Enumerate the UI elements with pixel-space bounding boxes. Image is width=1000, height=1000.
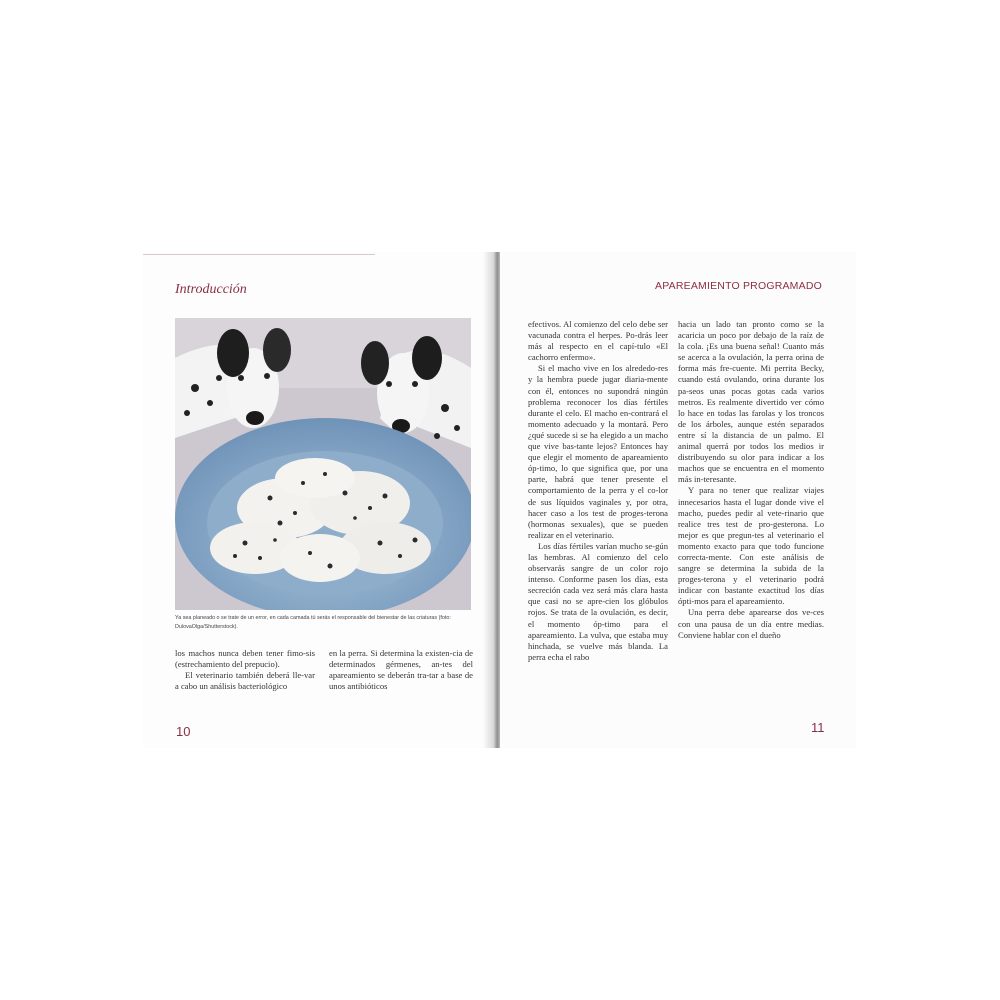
top-rule — [143, 254, 375, 255]
page-number-right: 11 — [811, 720, 825, 735]
right-column-1 — [528, 319, 668, 663]
paragraph: Si el macho vive en los alrededo-res y la hembra puede jugar diaria-mente con él, entonces no supondrá ningún problema reconocer los días fértiles durante el celo. El macho en-contrará el momento adecuado y la montará. Pero ¿qué sucede si se ha elegido a un macho que vive bas-tante lejos? Entonces hay que elegir el momento de apareamiento óp-timo, lo que significa que, por una parte, habrá que tener presente el comportamiento de la perra y el co-lor de sus líquidos vaginales y, por otra, hacer caso a los test de proges-terona (hormonas sexuales), que se pueden realizar en el veterinario. — [528, 363, 668, 540]
paragraph: Los días fértiles varían mucho se-gún las hembras. Al comienzo del celo observarás sangre de un color rojo intenso. Conforme pasen los días, esta secreción cada vez será más clara hasta que casi no se apre-cien los glóbulos rojos. Se trata de la ovulación, es decir, el momento óp-timo para el apareamiento. La vulva, que estaba muy hinchada, se vuelve más blanda. La perra echa el rabo — [528, 540, 668, 662]
chapter-header: Introducción — [175, 282, 247, 297]
paragraph: los machos nunca deben tener fimo-sis (estrechamiento del prepucio). — [175, 648, 315, 670]
paragraph: efectivos. Al comienzo del celo debe ser vacunada contra el herpes. Po-drás leer más al respecto en el capí-tulo «El cachorro enfermo». — [528, 319, 668, 363]
paragraph: Una perra debe aparearse dos ve-ces con una pausa de un día entre medias. Conviene hablar con el dueño — [678, 607, 824, 640]
left-page — [143, 252, 495, 748]
left-column-1 — [175, 648, 315, 692]
paragraph: Y para no tener que realizar viajes innecesarios hasta el lugar donde vive el macho, puedes pedir al vete-rinario que realice tres test de pro-gesterona. Lo mejor es que pregun-tes al veterinario el momento exacto para que todo funcione correcta-mente. Con este análisis de sangre se determina la subida de la proges-terona y el veterinario podrá indicar con bastante exactitud los días ópti-mos para el apareamiento. — [678, 485, 824, 607]
left-column-2 — [329, 648, 473, 692]
paragraph: hacia un lado tan pronto como se la acaricia un poco por debajo de la raíz de la cola. ¡Es una buena señal! Cuanto más se acerca a la ovulación, la perra orina de forma más fre-cuente. Mi perrita Becky, cuando está ovulando, orina durante los pa-seos unas pocas gotas cada varios metros. Es realmente divertido ver cómo lo hace en todas las farolas y los troncos de los árboles, aunque estén separados entre sí la distancia de un palmo. El animal querrá por todos los medios ir distribuyendo su olor para indicar a los machos que se encuentra en el momento más in-teresante. — [678, 319, 824, 485]
page-number-left: 10 — [176, 724, 191, 739]
right-column-2 — [678, 319, 824, 641]
book-spread — [143, 252, 856, 748]
photo-caption: Ya sea planeado o se trate de un error, en cada camada tú serás el responsable del bienestar de las criaturas (foto: DulovaOlga/Shutterstock). — [175, 615, 451, 630]
paragraph: El veterinario también deberá lle-var a cabo un análisis bacteriológico — [175, 670, 315, 692]
running-header: APAREAMIENTO PROGRAMADO — [655, 280, 822, 292]
paragraph: en la perra. Si determina la existen-cia de determinados gérmenes, an-tes del apareamiento se deberán tra-tar a base de unos antibióticos — [329, 648, 473, 692]
dalmatian-puppies-photo — [175, 318, 471, 610]
